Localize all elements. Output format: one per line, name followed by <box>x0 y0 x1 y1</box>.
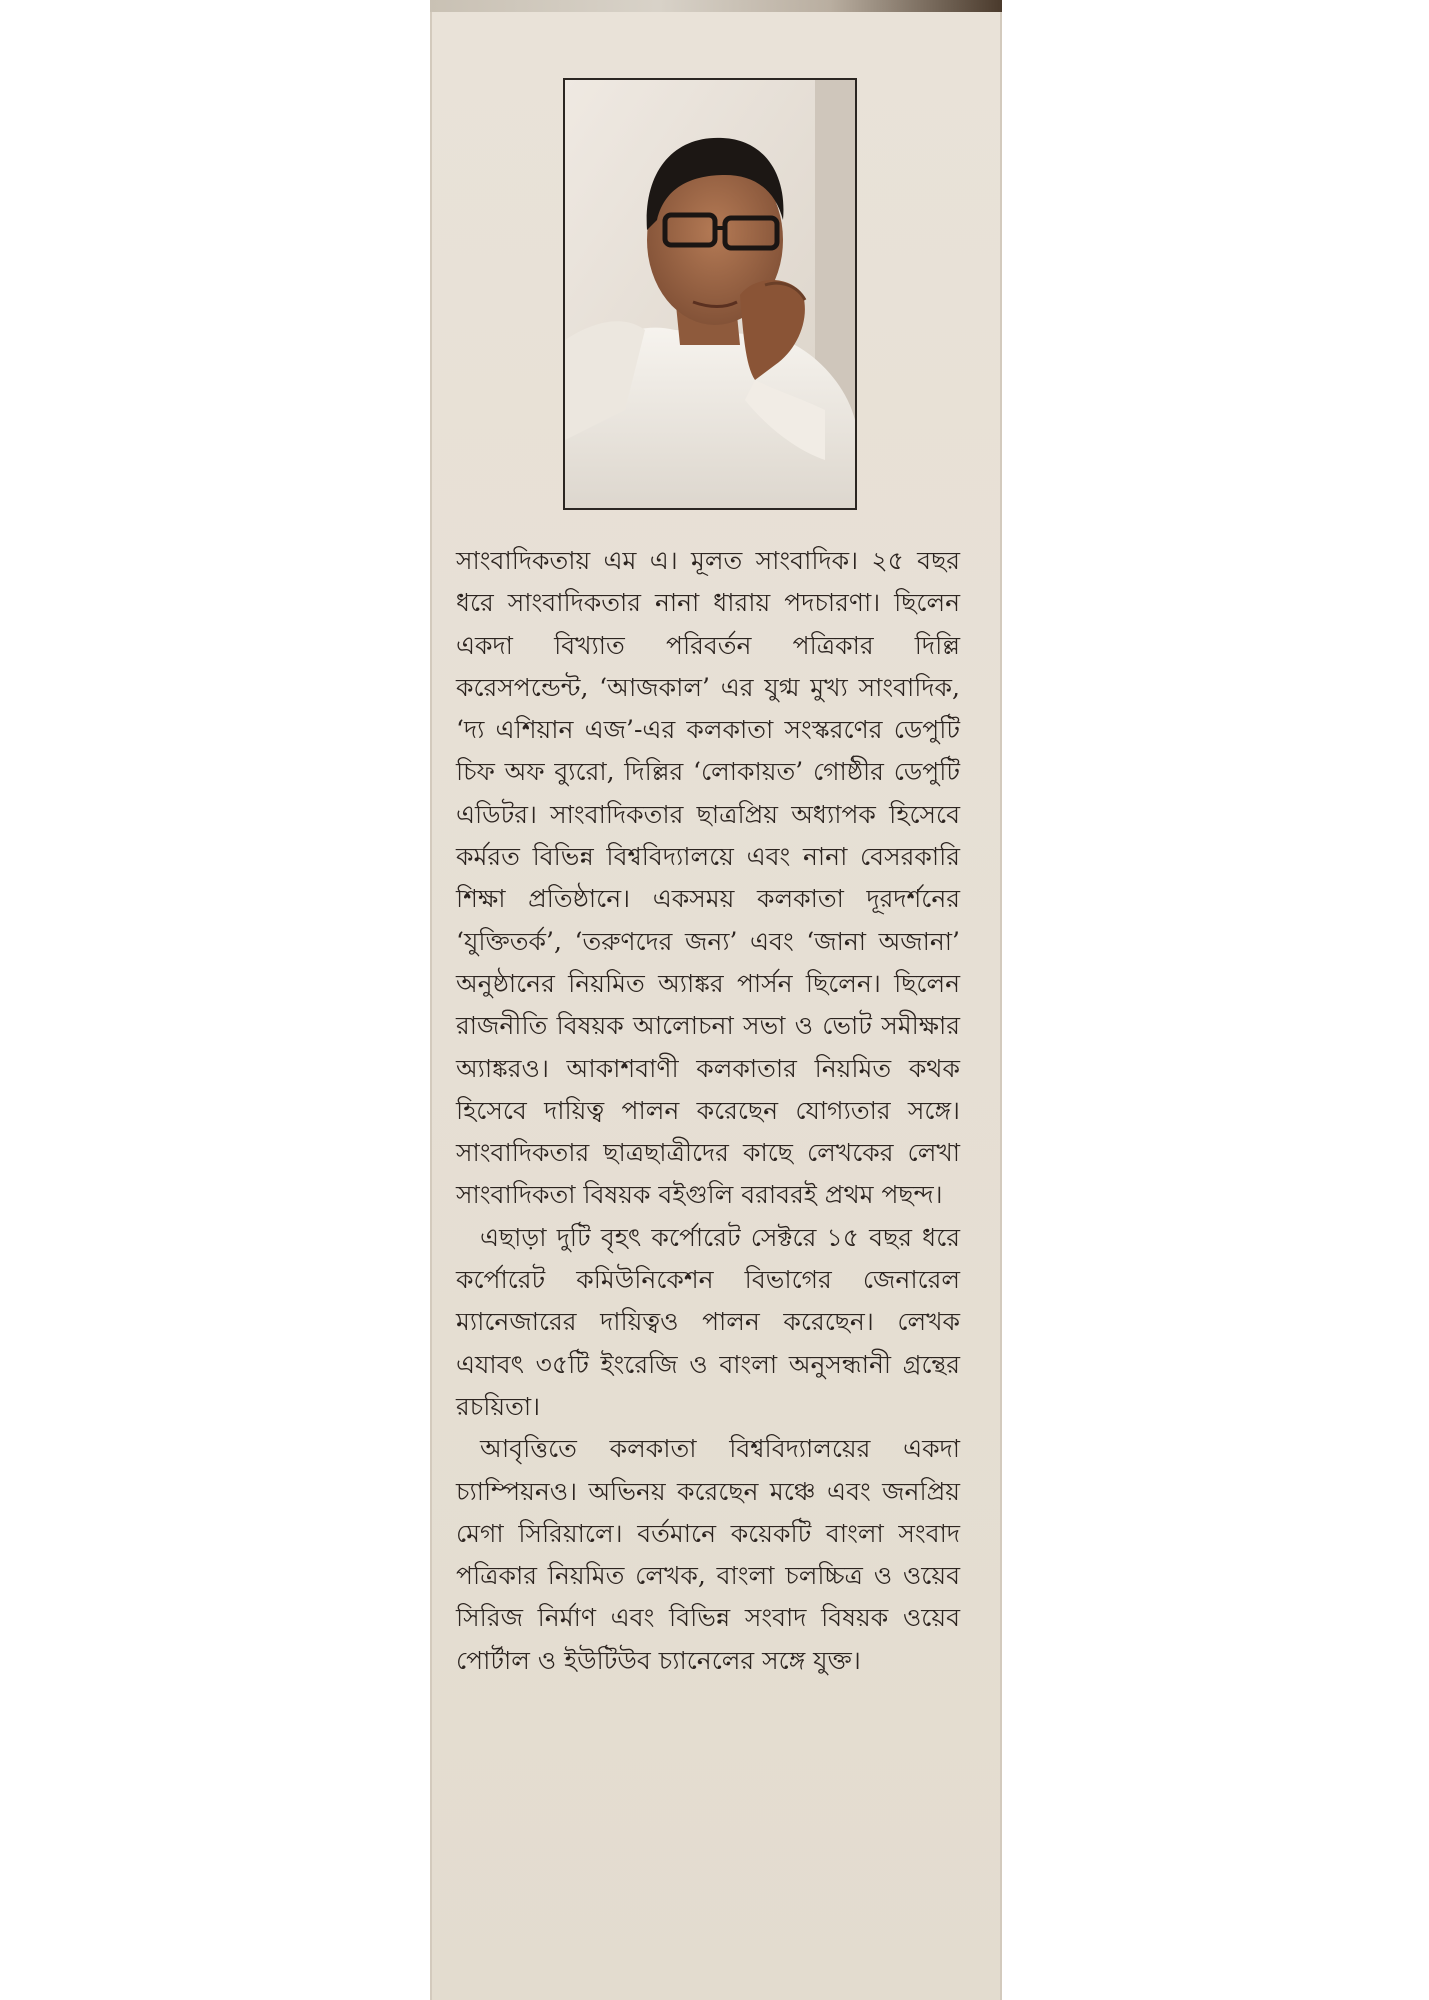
author-photo <box>563 78 857 510</box>
bio-paragraph-2: এছাড়া দুটি বৃহৎ কর্পোরেট সেক্টরে ১৫ বছর ধরে কর্পোরেট কমিউনিকেশন বিভাগের জেনারেল ম্যানেজারের দায়িত্বও পালন করেছেন। লেখক এযাবৎ ৩৫টি ইংরেজি ও বাংলা অনুসন্ধানী গ্রন্থের রচয়িতা। <box>456 1222 960 1421</box>
author-portrait-image <box>565 80 855 508</box>
bio-paragraph-1: সাংবাদিকতায় এম এ। মূলত সাংবাদিক। ২৫ বছর ধরে সাংবাদিকতার নানা ধারায় পদচারণা। ছিলেন একদা বিখ্যাত পরিবর্তন পত্রিকার দিল্লি করেসপন্ডেন্ট, ‘আজকাল’ এর যুগ্ম মুখ্য সাংবাদিক, ‘দ্য এশিয়ান এজ’-এর কলকাতা সংস্করণের ডেপুটি চিফ অফ ব্যুরো, দিল্লির ‘লোকায়ত’ গোষ্ঠীর ডেপুটি এডিটর। সাংবাদিকতার ছাত্রপ্রিয় অধ্যাপক হিসেবে কর্মরত বিভিন্ন বিশ্ববিদ্যালয়ে এবং নানা বেসরকারি শিক্ষা প্রতিষ্ঠানে। একসময় কলকাতা দূরদর্শনের ‘যুক্তিতর্ক’, ‘তরুণদের জন্য’ এবং ‘জানা অজানা’ অনুষ্ঠানের নিয়মিত অ্যাঙ্কর পার্সন ছিলেন। ছিলেন রাজনীতি বিষয়ক আলোচনা সভা ও ভোট সমীক্ষার অ্যাঙ্করও। আকাশবাণী কলকাতার নিয়মিত কথক হিসেবে দায়িত্ব পালন করেছেন যোগ্যতার সঙ্গে। সাংবাদিকতার ছাত্রছাত্রীদের কাছে লেখকের লেখা সাংবাদিকতা বিষয়ক বইগুলি বরাবরই প্রথম পছন্দ। <box>456 546 960 1210</box>
bio-paragraph-3: আবৃত্তিতে কলকাতা বিশ্ববিদ্যালয়ের একদা চ্যাম্পিয়নও। অভিনয় করেছেন মঞ্চে এবং জনপ্রিয় মেগা সিরিয়ালে। বর্তমানে কয়েকটি বাংলা সংবাদ পত্রিকার নিয়মিত লেখক, বাংলা চলচ্চিত্র ও ওয়েব সিরিজ নির্মাণ এবং বিভিন্ন সংবাদ বিষয়ক ওয়েব পোর্টাল ও ইউটিউব চ্যানেলের সঙ্গে যুক্ত। <box>456 1434 960 1675</box>
author-bio <box>456 540 960 1682</box>
